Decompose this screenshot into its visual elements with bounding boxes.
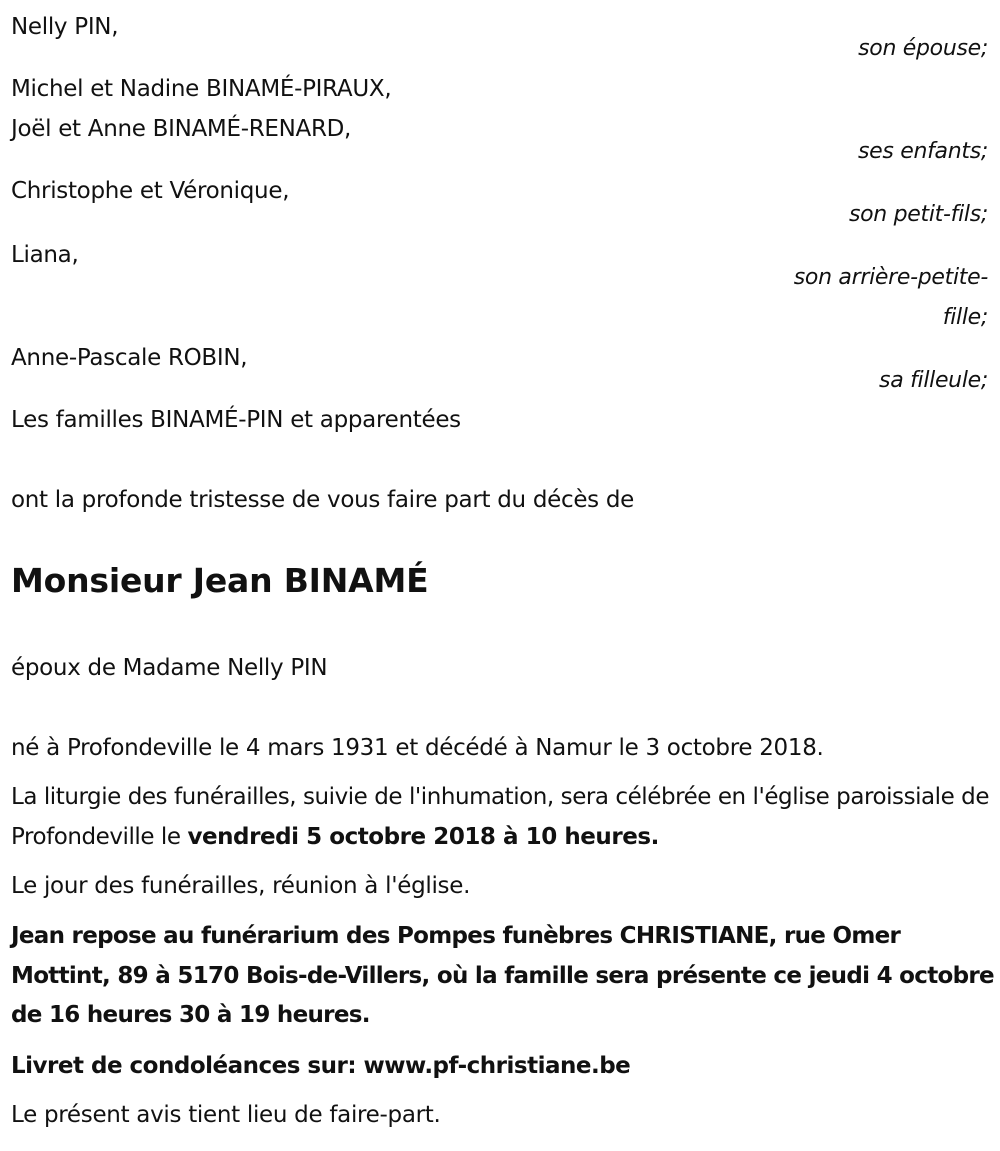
liturgy-date: vendredi 5 octobre 2018 à 10 heures. [187,823,659,850]
relation-spouse: son épouse; [858,36,988,61]
relation-children: ses enfants; [857,139,988,164]
liturgy-text: La liturgie des funérailles, suivie de l'inhumation, sera célébrée en l'église paroissiale de Profondeville le [11,784,990,850]
family-member-grandson: Christophe et Véronique, [11,178,290,204]
relation-grandson: son petit-fils; [848,202,988,227]
families-line: Les familles BINAMÉ-PIN et apparentées [11,407,461,433]
family-member-great-granddaughter: Liana, [11,242,79,268]
condolences-line: Livret de condoléances sur: www.pf-christiane.be [11,1053,631,1079]
liturgy-paragraph [11,778,996,857]
spouse-line: époux de Madame Nelly PIN [11,655,328,681]
relation-great-granddaughter-line2: fille; [942,305,988,330]
announcement-text: ont la profonde tristesse de vous faire part du décès de [11,487,635,513]
birth-death-line: né à Profondeville le 4 mars 1931 et décédé à Namur le 3 octobre 2018. [11,735,824,761]
family-member-child-2: Joël et Anne BINAMÉ-RENARD, [11,116,352,142]
family-member-child-1: Michel et Nadine BINAMÉ-PIRAUX, [11,76,392,102]
notice-line: Le présent avis tient lieu de faire-part. [11,1102,441,1128]
funerarium-paragraph: Jean repose au funérarium des Pompes funèbres CHRISTIANE, rue Omer Mottint, 89 à 5170 Bois-de-Villers, où la famille sera présente ce jeudi 4 octobre de 16 heures 30 à 19 heures. [11,923,994,1028]
family-member-goddaughter: Anne-Pascale ROBIN, [11,345,248,371]
family-member-spouse: Nelly PIN, [11,14,119,40]
deceased-name: Monsieur Jean BINAMÉ [11,561,429,600]
relation-goddaughter: sa filleule; [879,368,988,393]
meeting-line: Le jour des funérailles, réunion à l'église. [11,873,471,899]
relation-great-granddaughter-line1: son arrière-petite- [793,265,988,290]
